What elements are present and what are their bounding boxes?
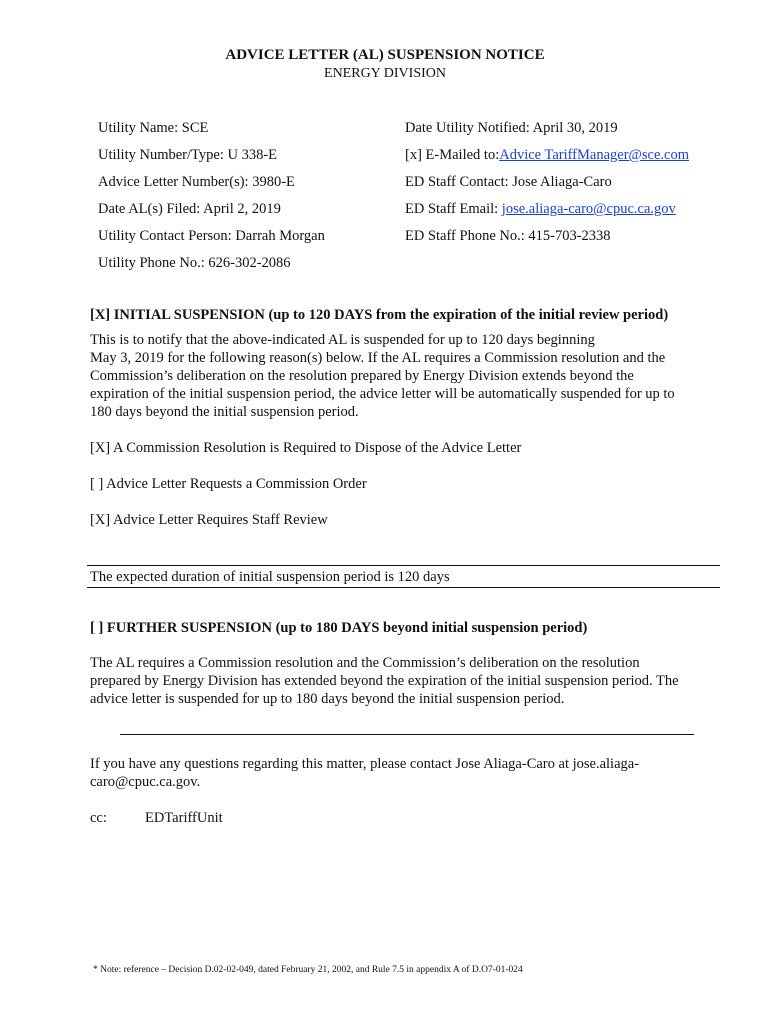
signature-divider [120, 734, 694, 735]
reason-staff-review: [X] Advice Letter Requires Staff Review [90, 512, 328, 528]
advice-letter-number: Advice Letter Number(s): 3980-E [98, 174, 295, 190]
ed-staff-contact: ED Staff Contact: Jose Aliaga-Caro [405, 174, 612, 190]
initial-suspension-line: 180 days beyond the initial suspension period. [90, 404, 359, 420]
utility-number-type: Utility Number/Type: U 338-E [98, 147, 277, 163]
contact-line: caro@cpuc.ca.gov. [90, 774, 201, 790]
section-divider-top [87, 565, 720, 566]
ed-staff-email-label: ED Staff Email: [405, 201, 502, 217]
date-al-filed: Date AL(s) Filed: April 2, 2019 [98, 201, 281, 217]
contact-line: If you have any questions regarding this matter, please contact Jose Aliaga-Caro at jose.aliaga- [90, 756, 640, 772]
utility-phone: Utility Phone No.: 626-302-2086 [98, 255, 291, 271]
initial-suspension-line: expiration of the initial suspension period, the advice letter will be automatically suspended for up to [90, 386, 675, 402]
initial-suspension-line: May 3, 2019 for the following reason(s) below. If the AL requires a Commission resolution and the [90, 350, 666, 366]
cc-value: EDTariffUnit [145, 810, 223, 826]
reason-commission-order: [ ] Advice Letter Requests a Commission Order [90, 476, 367, 492]
footnote: * Note: reference – Decision D.02-02-049, dated February 21, 2002, and Rule 7.5 in appendix A of D.O7-01-024 [93, 965, 523, 975]
initial-suspension-heading: [X] INITIAL SUSPENSION (up to 120 DAYS from the expiration of the initial review period) [90, 307, 669, 323]
expected-duration: The expected duration of initial suspension period is 120 days [90, 569, 450, 585]
utility-contact-person: Utility Contact Person: Darrah Morgan [98, 228, 325, 244]
date-utility-notified: Date Utility Notified: April 30, 2019 [405, 120, 618, 136]
emailed-to [405, 147, 689, 164]
emailed-to-link[interactable]: Advice TariffManager@sce.com [499, 147, 689, 163]
page-subtitle: ENERGY DIVISION [324, 66, 446, 81]
reason-commission-resolution: [X] A Commission Resolution is Required to Dispose of the Advice Letter [90, 440, 522, 456]
further-suspension-heading: [ ] FURTHER SUSPENSION (up to 180 DAYS beyond initial suspension period) [90, 620, 588, 636]
emailed-to-label: [x] E-Mailed to: [405, 147, 500, 163]
section-divider-bottom [87, 587, 720, 588]
ed-staff-email [405, 201, 676, 218]
utility-name: Utility Name: SCE [98, 120, 209, 136]
further-suspension-line: prepared by Energy Division has extended beyond the expiration of the initial suspension period. The [90, 673, 679, 689]
ed-staff-phone: ED Staff Phone No.: 415-703-2338 [405, 228, 611, 244]
initial-suspension-line: This is to notify that the above-indicated AL is suspended for up to 120 days beginning [90, 332, 595, 348]
ed-staff-email-link[interactable]: jose.aliaga-caro@cpuc.ca.gov [501, 201, 676, 217]
page-title: ADVICE LETTER (AL) SUSPENSION NOTICE [225, 47, 545, 63]
initial-suspension-line: Commission’s deliberation on the resolution prepared by Energy Division extends beyond the [90, 368, 634, 384]
further-suspension-line: advice letter is suspended for up to 180 days beyond the initial suspension period. [90, 691, 565, 707]
cc-label: cc: [90, 810, 107, 826]
further-suspension-line: The AL requires a Commission resolution and the Commission’s deliberation on the resolution [90, 655, 640, 671]
